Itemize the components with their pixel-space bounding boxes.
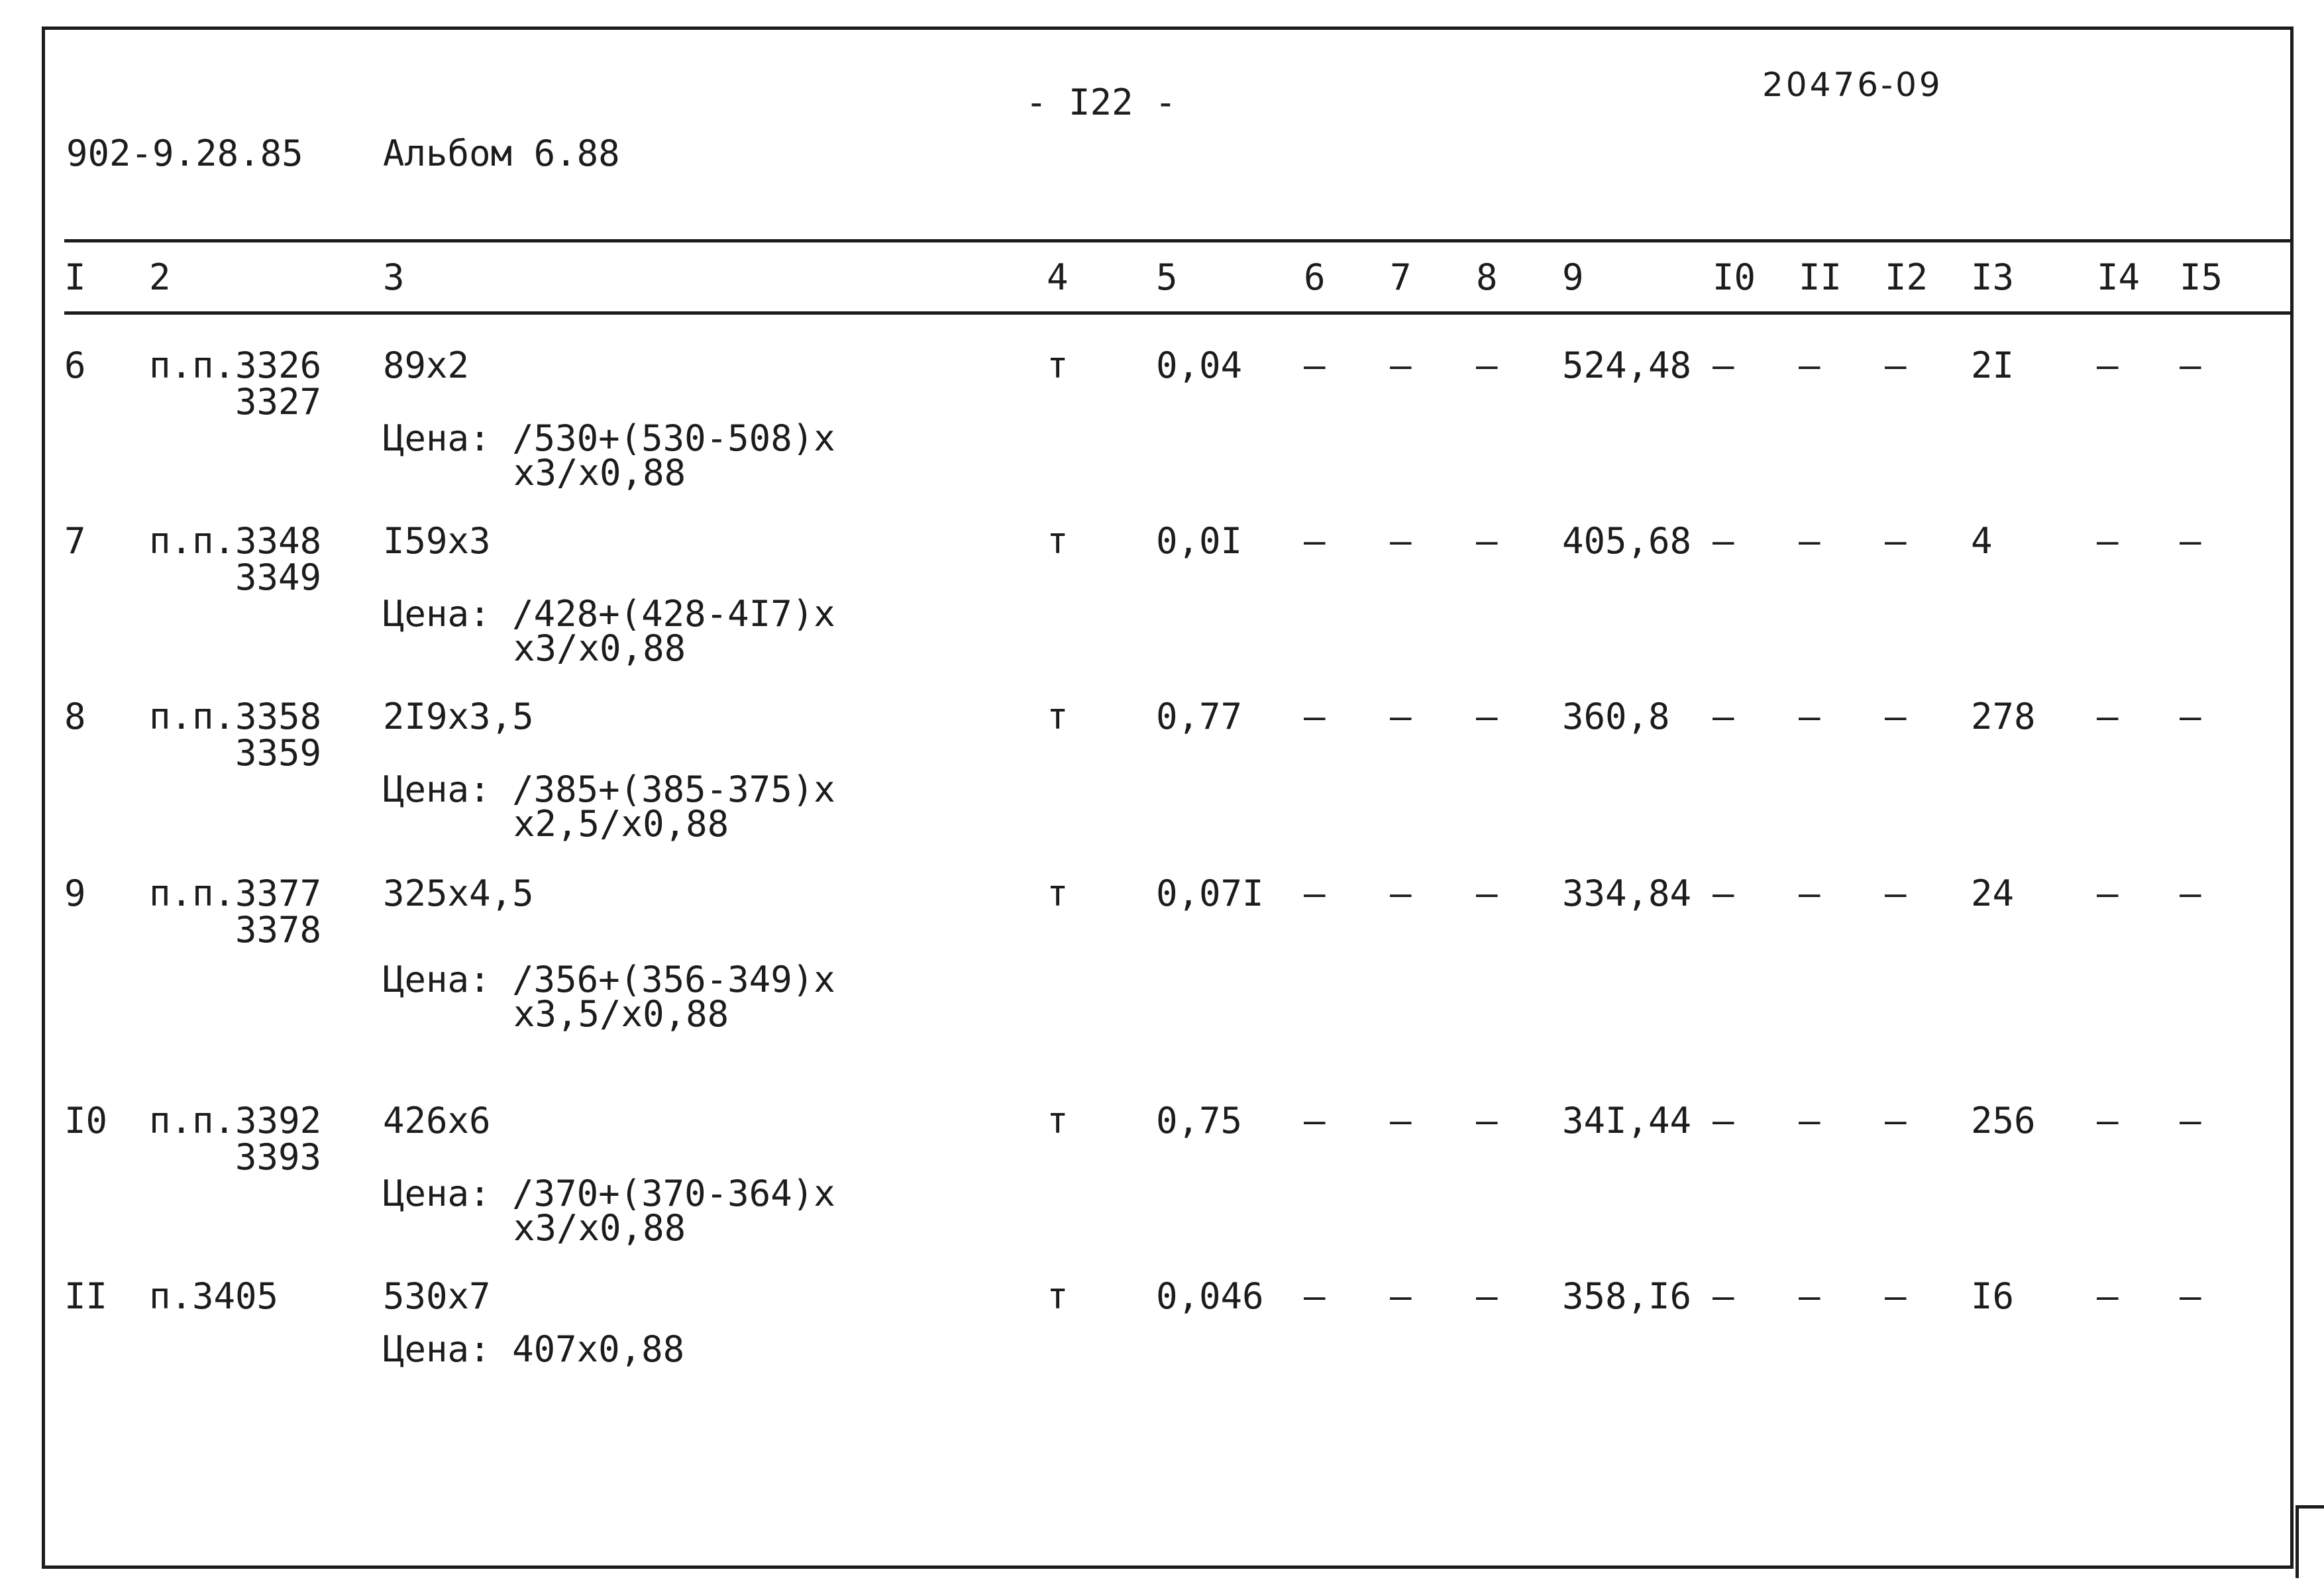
row-size: I59х3 xyxy=(383,520,491,562)
column-header-15: I5 xyxy=(2180,256,2223,298)
row-number: 8 xyxy=(64,696,86,737)
row-price-line-1: Цена: 407х0,88 xyxy=(383,1328,685,1370)
row-col-6: – xyxy=(1304,1100,1326,1141)
row-price-line-1: Цена: /370+(370-364)х xyxy=(383,1173,835,1214)
row-price-line-2: х2,5/х0,88 xyxy=(513,803,729,845)
column-header-10: I0 xyxy=(1713,256,1756,298)
row-col-8: – xyxy=(1476,520,1498,562)
table-row xyxy=(0,873,2324,1075)
row-col-14: – xyxy=(2097,1275,2119,1317)
row-reference: п.3405 xyxy=(149,1275,279,1317)
row-reference-cont: 3359 xyxy=(235,732,322,774)
row-col-11: – xyxy=(1799,873,1821,914)
row-reference-cont: 3349 xyxy=(235,556,322,598)
row-price-line-2: х3,5/х0,88 xyxy=(513,993,729,1035)
row-price-line-1: Цена: /428+(428-4I7)х xyxy=(383,593,835,635)
row-col-13: 256 xyxy=(1971,1100,2036,1141)
row-col-12: – xyxy=(1885,1100,1907,1141)
row-reference-cont: 3378 xyxy=(235,909,322,951)
row-reference: п.п.3348 xyxy=(149,520,322,562)
row-col-8: – xyxy=(1476,1100,1498,1141)
row-price-line-2: х3/х0,88 xyxy=(513,452,686,494)
row-col-10: – xyxy=(1713,520,1734,562)
row-size: 89х2 xyxy=(383,344,470,386)
row-col-6: – xyxy=(1304,344,1326,386)
row-number: 7 xyxy=(64,520,86,562)
row-col-14: – xyxy=(2097,1100,2119,1141)
row-col-7: – xyxy=(1390,344,1412,386)
row-col-12: – xyxy=(1885,696,1907,737)
edge-mark xyxy=(2296,1505,2324,1509)
row-col-14: – xyxy=(2097,873,2119,914)
row-price-line-1: Цена: /356+(356-349)х xyxy=(383,959,835,1000)
row-col-15: – xyxy=(2180,873,2201,914)
row-col-6: – xyxy=(1304,873,1326,914)
row-col-13: I6 xyxy=(1971,1275,2015,1317)
column-header-8: 8 xyxy=(1476,256,1498,298)
row-number: II xyxy=(64,1275,108,1317)
row-price-line-2: х3/х0,88 xyxy=(513,1207,686,1249)
row-price-line-1: Цена: /530+(530-508)х xyxy=(383,417,835,459)
table-row xyxy=(0,1275,2324,1385)
row-col-11: – xyxy=(1799,344,1821,386)
row-col-12: – xyxy=(1885,520,1907,562)
row-number: 9 xyxy=(64,873,86,914)
row-price-line-2: х3/х0,88 xyxy=(513,627,686,669)
row-col-11: – xyxy=(1799,1275,1821,1317)
table-row xyxy=(0,696,2324,865)
row-reference: п.п.3377 xyxy=(149,873,322,914)
row-col-13: 24 xyxy=(1971,873,2015,914)
row-col-9: 524,48 xyxy=(1562,344,1692,386)
row-col-5: 0,046 xyxy=(1156,1275,1264,1317)
row-unit: т xyxy=(1047,344,1069,386)
row-col-5: 0,0I xyxy=(1156,520,1243,562)
column-header-3: 3 xyxy=(383,256,405,298)
column-header-7: 7 xyxy=(1390,256,1412,298)
row-col-10: – xyxy=(1713,873,1734,914)
column-header-11: II xyxy=(1799,256,1842,298)
row-col-12: – xyxy=(1885,344,1907,386)
row-col-6: – xyxy=(1304,1275,1326,1317)
row-unit: т xyxy=(1047,1275,1069,1317)
row-col-9: 34I,44 xyxy=(1562,1100,1692,1141)
row-col-8: – xyxy=(1476,873,1498,914)
row-number: I0 xyxy=(64,1100,108,1141)
row-col-5: 0,07I xyxy=(1156,873,1264,914)
column-header-5: 5 xyxy=(1156,256,1178,298)
row-col-15: – xyxy=(2180,1100,2201,1141)
row-col-9: 360,8 xyxy=(1562,696,1670,737)
row-col-12: – xyxy=(1885,873,1907,914)
page-number: - I22 - xyxy=(1026,81,1177,123)
column-header-4: 4 xyxy=(1047,256,1069,298)
row-col-10: – xyxy=(1713,696,1734,737)
row-col-15: – xyxy=(2180,344,2201,386)
row-col-11: – xyxy=(1799,1100,1821,1141)
column-header-9: 9 xyxy=(1562,256,1584,298)
row-size: 325х4,5 xyxy=(383,873,534,914)
row-reference-cont: 3393 xyxy=(235,1136,322,1178)
row-reference: п.п.3392 xyxy=(149,1100,322,1141)
column-header-14: I4 xyxy=(2097,256,2140,298)
row-col-13: 4 xyxy=(1971,520,1993,562)
document-number: 20476-09 xyxy=(1762,66,1943,104)
column-header-1: I xyxy=(64,256,86,298)
row-col-14: – xyxy=(2097,696,2119,737)
row-col-7: – xyxy=(1390,1100,1412,1141)
document-code: 902-9.28.85 xyxy=(66,132,303,174)
row-size: 2I9х3,5 xyxy=(383,696,534,737)
table-row xyxy=(0,520,2324,689)
row-col-15: – xyxy=(2180,1275,2201,1317)
row-col-13: 2I xyxy=(1971,344,2015,386)
row-size: 426х6 xyxy=(383,1100,491,1141)
column-header-13: I3 xyxy=(1971,256,2015,298)
row-col-9: 334,84 xyxy=(1562,873,1692,914)
row-col-9: 358,I6 xyxy=(1562,1275,1692,1317)
row-col-10: – xyxy=(1713,1100,1734,1141)
table-row xyxy=(0,344,2324,513)
row-col-10: – xyxy=(1713,1275,1734,1317)
row-col-5: 0,75 xyxy=(1156,1100,1243,1141)
row-col-10: – xyxy=(1713,344,1734,386)
row-col-6: – xyxy=(1304,696,1326,737)
header-bottom-rule xyxy=(64,311,2292,315)
column-header-6: 6 xyxy=(1304,256,1326,298)
row-reference: п.п.3326 xyxy=(149,344,322,386)
row-col-6: – xyxy=(1304,520,1326,562)
row-unit: т xyxy=(1047,1100,1069,1141)
row-price-line-1: Цена: /385+(385-375)х xyxy=(383,768,835,810)
row-col-11: – xyxy=(1799,696,1821,737)
edge-mark-vertical xyxy=(2296,1505,2299,1578)
row-col-9: 405,68 xyxy=(1562,520,1692,562)
row-number: 6 xyxy=(64,344,86,386)
row-col-8: – xyxy=(1476,1275,1498,1317)
row-col-14: – xyxy=(2097,520,2119,562)
row-col-14: – xyxy=(2097,344,2119,386)
row-unit: т xyxy=(1047,873,1069,914)
column-header-12: I2 xyxy=(1885,256,1928,298)
row-col-7: – xyxy=(1390,520,1412,562)
row-col-12: – xyxy=(1885,1275,1907,1317)
row-col-15: – xyxy=(2180,696,2201,737)
header-top-rule xyxy=(64,239,2292,242)
row-col-8: – xyxy=(1476,696,1498,737)
album-label: Альбом 6.88 xyxy=(383,132,620,174)
row-col-15: – xyxy=(2180,520,2201,562)
row-col-7: – xyxy=(1390,696,1412,737)
row-col-7: – xyxy=(1390,873,1412,914)
row-col-13: 278 xyxy=(1971,696,2036,737)
column-header-2: 2 xyxy=(149,256,171,298)
row-col-5: 0,04 xyxy=(1156,344,1243,386)
row-unit: т xyxy=(1047,520,1069,562)
row-unit: т xyxy=(1047,696,1069,737)
row-col-7: – xyxy=(1390,1275,1412,1317)
row-reference-cont: 3327 xyxy=(235,381,322,423)
row-col-11: – xyxy=(1799,520,1821,562)
row-col-5: 0,77 xyxy=(1156,696,1243,737)
row-size: 530х7 xyxy=(383,1275,491,1317)
row-col-8: – xyxy=(1476,344,1498,386)
row-reference: п.п.3358 xyxy=(149,696,322,737)
table-row xyxy=(0,1100,2324,1269)
